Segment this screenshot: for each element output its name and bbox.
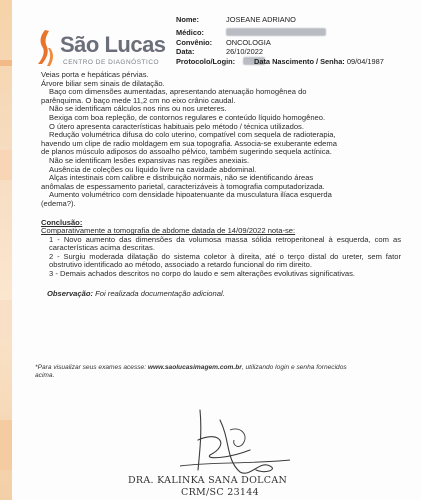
report-line: de planos músculo adiposos do assoalho pélvico, também sugerindo sequela actínica.	[41, 147, 332, 157]
doctor-label: Médico:	[176, 28, 204, 37]
insurance-field	[176, 38, 271, 47]
handwritten-signature	[160, 400, 310, 480]
brand-name: São Lucas	[60, 32, 166, 57]
insurance-value: ONCOLOGIA	[226, 38, 271, 47]
report-line: havendo um clipe de radio moldagem em sua topografia. Associa-se exuberante edema	[41, 138, 337, 148]
footnote-url[interactable]: www.saolucasimagem.com.br	[147, 364, 242, 371]
birthdate-value: 09/04/1987	[346, 57, 384, 66]
report-line: Árvore biliar sem sinais de dilatação.	[41, 78, 165, 88]
birthdate-label: Data Nascimento / Senha:	[254, 57, 345, 66]
report-line: parênquima. O baço mede 11,2 cm no eixo crânio caudal.	[41, 95, 236, 105]
date-value: 26/10/2022	[226, 47, 263, 56]
footnote-suffix: , utilizando login e senha fornecidos acima.	[35, 364, 347, 379]
observation-label: Observação:	[47, 288, 94, 298]
brand-subtitle: CENTRO DE DIAGNÓSTICO	[63, 59, 160, 66]
sao-lucas-logo	[36, 28, 166, 74]
patient-name-value: JOSEANE ADRIANO	[226, 15, 296, 24]
conclusion-title: Conclusão:	[41, 217, 83, 227]
signer-crm: CRM/SC 23144	[181, 487, 259, 498]
birthdate-field	[254, 57, 384, 66]
insurance-label: Convênio:	[176, 38, 213, 47]
observation-text: Foi realizada documentação adicional.	[95, 288, 225, 298]
conclusion-item: 3 - Demais achados descritos no corpo do laudo e sem alterações evolutivas significativas.	[49, 269, 356, 279]
report-body	[41, 71, 401, 298]
protocol-label: Protocolo/Login:	[176, 57, 236, 66]
date-label: Data:	[176, 47, 195, 56]
observation	[47, 290, 401, 299]
report-line: Não se identificam lesões expansivas nas regiões anexiais.	[49, 155, 250, 165]
footnote	[35, 364, 365, 380]
date-field	[176, 47, 263, 56]
doctor-field	[176, 28, 204, 37]
patient-name-field	[176, 15, 296, 24]
report-line: (edema?).	[41, 198, 76, 208]
report-line: Aumento volumétrico com densidade hipoatenuante da musculatura ilíaca esquerda	[49, 190, 332, 200]
comparison-line: Comparativamente a tomografia de abdome datada de 14/09/2022 nota-se:	[41, 226, 296, 236]
doctor-redacted	[226, 28, 326, 36]
signer-name: DRA. KALINKA SANA DOLCAN	[128, 475, 288, 486]
report-line: Baço com dimensões aumentadas, apresentando atenuação homogênea do	[49, 87, 307, 97]
report-line: Veias porta e hepáticas pérvias.	[41, 70, 149, 79]
patient-name-label: Nome:	[176, 15, 199, 24]
report-line: Alças intestinais com calibre e distribuição normais, não se identificando áreas	[49, 173, 314, 183]
report-line: Ausência de coleções ou líquido livre na cavidade abdominal.	[49, 164, 257, 174]
report-line: Bexiga com boa repleção, de contornos regulares e conteúdo líquido homogêneo.	[49, 112, 326, 122]
report-line: Não se identificam cálculos nos rins ou nos ureteres.	[49, 104, 227, 114]
report-line: Redução volumétrica difusa do colo uterino, compatível com sequela de radioterapia,	[49, 130, 336, 140]
conclusion-item: 1 - Novo aumento das dimensões da volumosa massa sólida retroperitoneal à esquerda, com as características acima descritas.	[49, 234, 401, 253]
protocol-field	[176, 57, 235, 66]
accent-bar	[0, 0, 12, 500]
report-line: anômalas de espessamento parietal, caracterizáveis à tomografia computadorizada.	[41, 181, 325, 191]
report-line: O útero apresenta características habituais pelo método / técnica utilizados.	[49, 121, 304, 131]
footnote-prefix: *Para visualizar seus exames acesse:	[35, 364, 147, 371]
conclusion-item: 2 - Surgiu moderada dilatação do sistema coletor à direita, até o terço distal do ureter, sem fator obstrutivo identificado ao método, associado a retardo funcional do rim direito.	[49, 251, 401, 270]
logo-mark-icon	[36, 28, 54, 68]
